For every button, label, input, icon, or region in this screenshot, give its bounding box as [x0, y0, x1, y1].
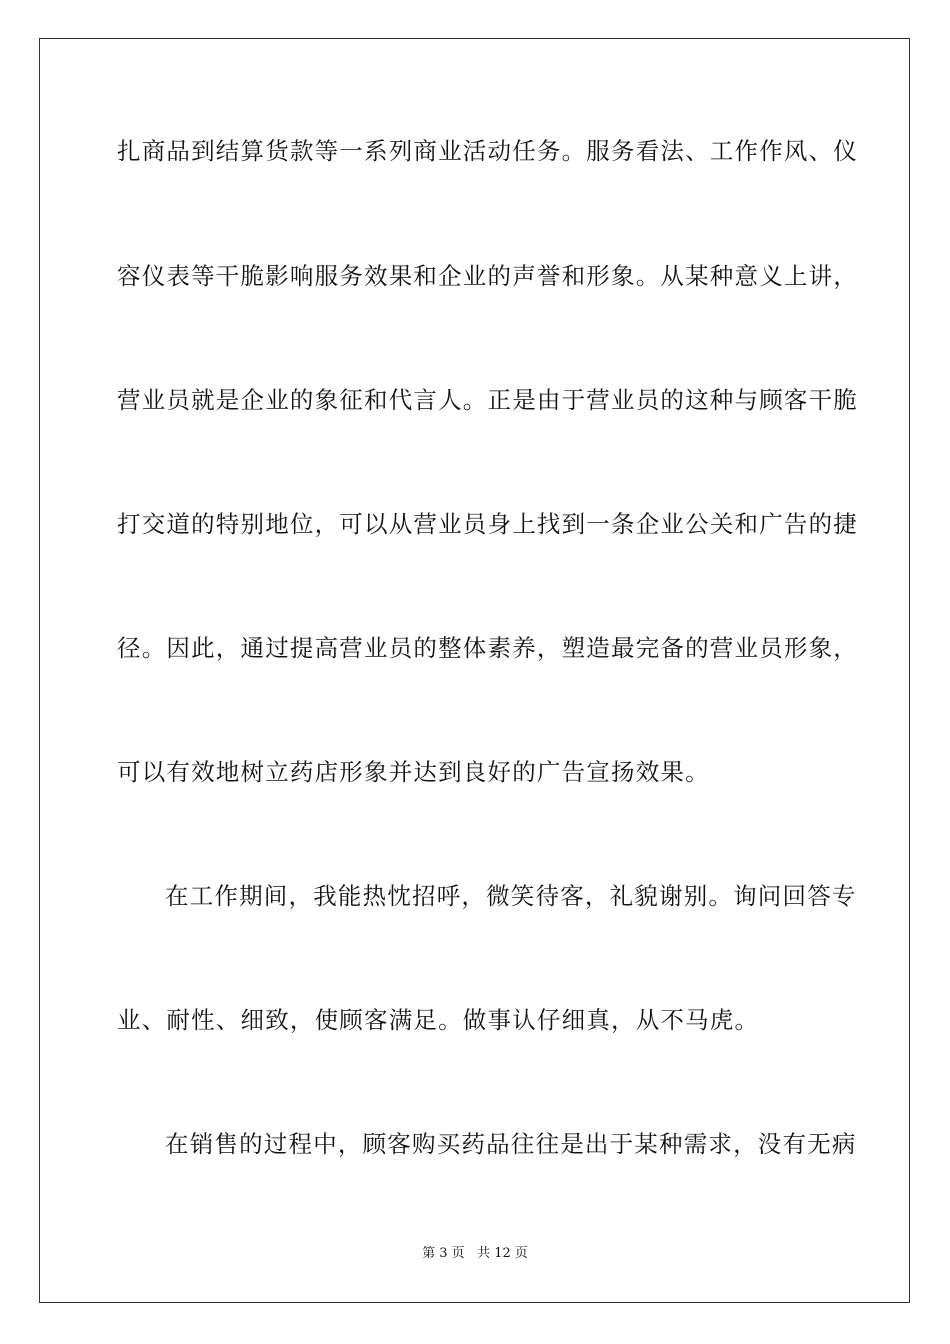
- page-number-total: 共 12 页: [477, 1246, 528, 1261]
- page-footer: [0, 1246, 950, 1262]
- body-text-line: 可以有效地树立药店形象并达到良好的广告宣扬效果。: [117, 758, 710, 786]
- body-text-line: 扎商品到结算货款等一系列商业活动任务。服务看法、工作作风、仪: [117, 137, 858, 165]
- body-text-line: 业、耐性、细致，使顾客满足。做事认仔细真，从不马虎。: [117, 1006, 760, 1034]
- body-text-line: 打交道的特别地位，可以从营业员身上找到一条企业公关和广告的捷: [117, 510, 858, 538]
- paragraph-first-line: 在工作期间，我能热忱招呼，微笑待客，礼貌谢别。询问回答专: [165, 882, 857, 910]
- page-border: [39, 38, 910, 1303]
- body-text-line: 径。因此，通过提高营业员的整体素养，塑造最完备的营业员形象，: [117, 634, 858, 662]
- body-text-line: 容仪表等干脆影响服务效果和企业的声誉和形象。从某种意义上讲，: [117, 262, 858, 290]
- body-text-line: 营业员就是企业的象征和代言人。正是由于营业员的这种与顾客干脆: [117, 386, 858, 414]
- page-number-current: 第 3 页: [422, 1246, 465, 1261]
- paragraph-first-line: 在销售的过程中，顾客购买药品往往是出于某种需求，没有无病: [165, 1130, 857, 1158]
